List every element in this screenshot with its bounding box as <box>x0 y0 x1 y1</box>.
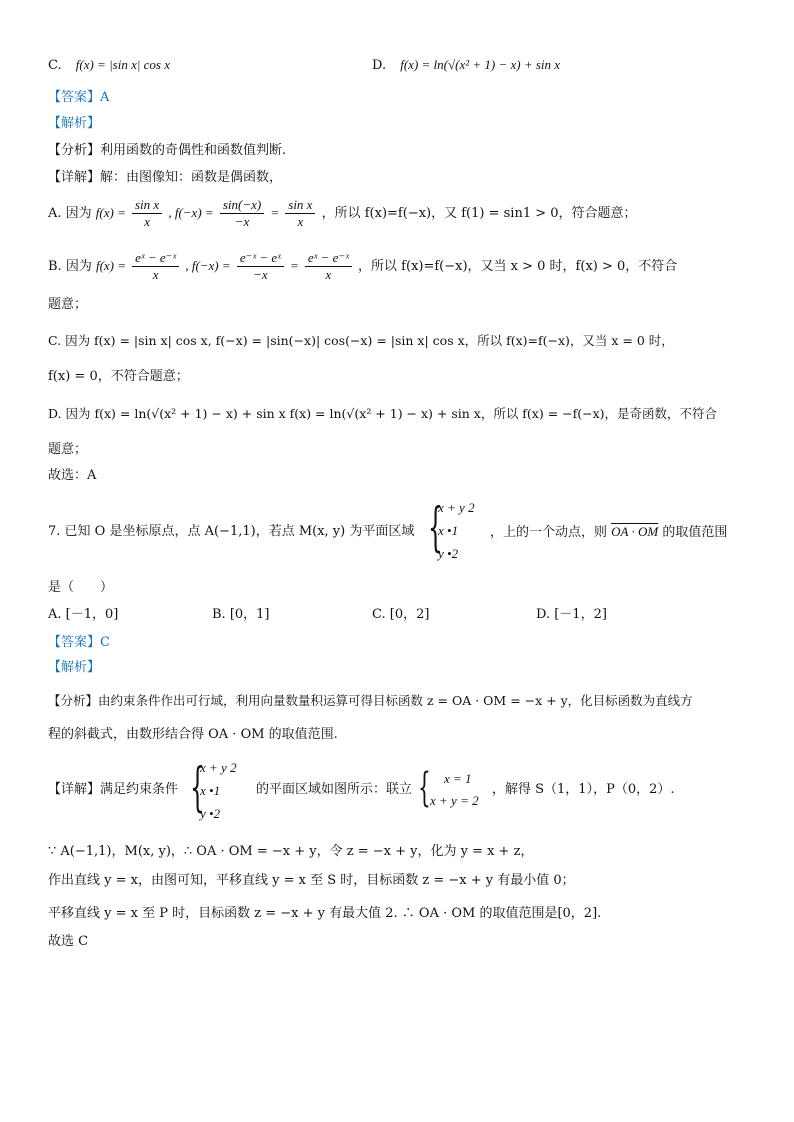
b-f: f(x) = <box>95 258 127 273</box>
q7-line1: ∵ A(−1,1)，M(x, y)，∴ OA · OM = −x + y，令 z = −x + y，化为 y = x + z， <box>48 844 534 859</box>
a-frac2-den: −x <box>234 214 250 229</box>
q7-sys3-lines <box>430 768 479 812</box>
q7-stem-d: 是（ ） <box>48 580 114 595</box>
q7-choice-b: B. [0，1] <box>212 607 270 622</box>
b-post: ，所以 f(x)=f(−x)，又当 x > 0 时，f(x) > 0，不符合 <box>358 259 678 274</box>
sys2-line3: y •2 <box>200 806 221 821</box>
a-prefix: A. 因为 <box>48 206 92 221</box>
q6-answer: 【答案】A <box>48 90 110 105</box>
b-mid: , f(−x) = <box>185 258 231 273</box>
b-frac1-num: eˣ − e⁻ˣ <box>132 250 179 267</box>
q6-option-d-analysis: D. 因为 f(x) = ln(√(x² + 1) − x) + sin x f(x) = ln(√(x² + 1) − x) + sin x，所以 f(x) = −f(−x)，是奇函数，不符合 <box>48 406 718 421</box>
q7-stem-b: ，上的一个动点，则 <box>490 525 608 540</box>
a-frac3-den: x <box>297 214 304 229</box>
a-frac2-num: sin(−x) <box>220 197 264 214</box>
sys1-line3: y •2 <box>438 546 459 561</box>
q7-stem-c: 的取值范围 <box>662 525 728 540</box>
b-frac2-den: −x <box>253 267 268 282</box>
q6-b-cont: 题意； <box>48 297 88 312</box>
a-f: f(x) = <box>95 205 126 220</box>
q7-answer: 【答案】C <box>48 635 110 650</box>
a-eq: = <box>270 205 280 220</box>
option-d-expr: f(x) = ln(√(x² + 1) − x) + sin x <box>400 57 561 72</box>
b-frac3 <box>305 250 352 283</box>
option-d <box>372 55 560 76</box>
q6-d-cont: 题意； <box>48 442 88 457</box>
a-mid: , f(−x) = <box>168 205 214 220</box>
q6-xiangjie: 【详解】解：由图像知：函数是偶函数， <box>48 170 283 185</box>
q6-option-b-analysis <box>48 250 677 283</box>
b-frac1 <box>132 250 179 283</box>
q7-sys-lines <box>438 496 475 565</box>
left-brace-2: { <box>190 758 205 818</box>
q7-fenxi-b: 程的斜截式，由数形结合得 OA · OM 的取值范围. <box>48 727 338 742</box>
q6-analysis-title: 【解析】 <box>48 116 101 131</box>
b-frac1-den: x <box>152 267 159 282</box>
sys1-line2: x •1 <box>438 523 459 538</box>
q7-xj-pre: 【详解】满足约束条件 <box>48 782 179 797</box>
sys2-line2: x •1 <box>200 783 221 798</box>
q7-constraint-system-2 <box>190 756 250 826</box>
left-brace-3: { <box>418 765 431 811</box>
b-frac2 <box>237 250 284 283</box>
q7-stem-a: 7. 已知 O 是坐标原点，点 A(−1,1)，若点 M(x, y) 为平面区域 <box>48 524 415 539</box>
q7-xj-post: ，解得 S（1，1），P（0，2）. <box>492 782 675 797</box>
q7-sys2-lines <box>200 756 237 825</box>
q7-stem <box>48 522 414 542</box>
q7-line3: 平移直线 y = x 至 P 时，目标函数 z = −x + y 有最大值 2. ∴ OA · OM 的取值范围是[0，2]. <box>48 906 602 921</box>
q7-choose: 故选 C <box>48 934 89 949</box>
sys3-line1: x = 1 <box>444 771 472 786</box>
q7-oa-om: OA · OM <box>611 524 659 539</box>
sys1-line1: x + y 2 <box>438 500 475 515</box>
q7-line2: 作出直线 y = x，由图可知，平移直线 y = x 至 S 时，目标函数 z = −x + y 有最小值 0； <box>48 873 575 888</box>
option-d-label: D. <box>372 58 387 73</box>
q7-constraint-system <box>428 496 488 566</box>
b-prefix: B. 因为 <box>48 259 92 274</box>
q7-choice-c: C. [0，2] <box>372 607 430 622</box>
q6-option-a-analysis <box>48 197 637 230</box>
a-frac1-den: x <box>144 214 150 229</box>
q7-choice-d: D. [－1，2] <box>536 607 607 622</box>
option-c <box>48 55 170 76</box>
b-frac2-num: e⁻ˣ − eˣ <box>237 250 284 267</box>
a-frac1 <box>132 197 162 230</box>
sys2-line1: x + y 2 <box>200 760 237 775</box>
q7-joint-system <box>418 766 498 816</box>
a-frac3-num: sin x <box>285 197 315 214</box>
q7-analysis-title: 【解析】 <box>48 660 101 675</box>
b-frac3-num: eˣ − e⁻ˣ <box>305 250 352 267</box>
a-frac1-num: sin x <box>132 197 162 214</box>
option-c-label: C. <box>48 58 62 73</box>
q6-c-cont: f(x) = 0，不符合题意； <box>48 369 189 384</box>
q7-stem-right <box>490 522 727 543</box>
q6-option-c-analysis: C. 因为 f(x) = |sin x| cos x, f(−x) = |sin(−x)| cos(−x) = |sin x| cos x，所以 f(x)=f(−x)，又当 x = 0 时， <box>48 333 674 348</box>
sys3-line2: x + y = 2 <box>430 793 479 808</box>
q7-xj-mid: 的平面区域如图所示：联立 <box>256 782 413 797</box>
option-c-expr: f(x) = |sin x| cos x <box>75 57 171 72</box>
q6-fenxi: 【分析】利用函数的奇偶性和函数值判断. <box>48 143 287 158</box>
b-frac3-den: x <box>325 267 332 282</box>
a-frac3 <box>285 197 315 230</box>
left-brace: { <box>428 498 443 558</box>
b-eq: = <box>289 258 299 273</box>
q7-choice-a: A. [－1，0] <box>48 607 119 622</box>
a-post: ，所以 f(x)=f(−x)，又 f(1) = sin1 > 0，符合题意； <box>321 206 637 221</box>
a-frac2 <box>220 197 264 230</box>
q6-choose: 故选：A <box>48 468 97 483</box>
q7-fenxi-a: 【分析】由约束条件作出可行域，利用向量数量积运算可得目标函数 z = OA · OM = −x + y，化目标函数为直线方 <box>48 693 693 708</box>
